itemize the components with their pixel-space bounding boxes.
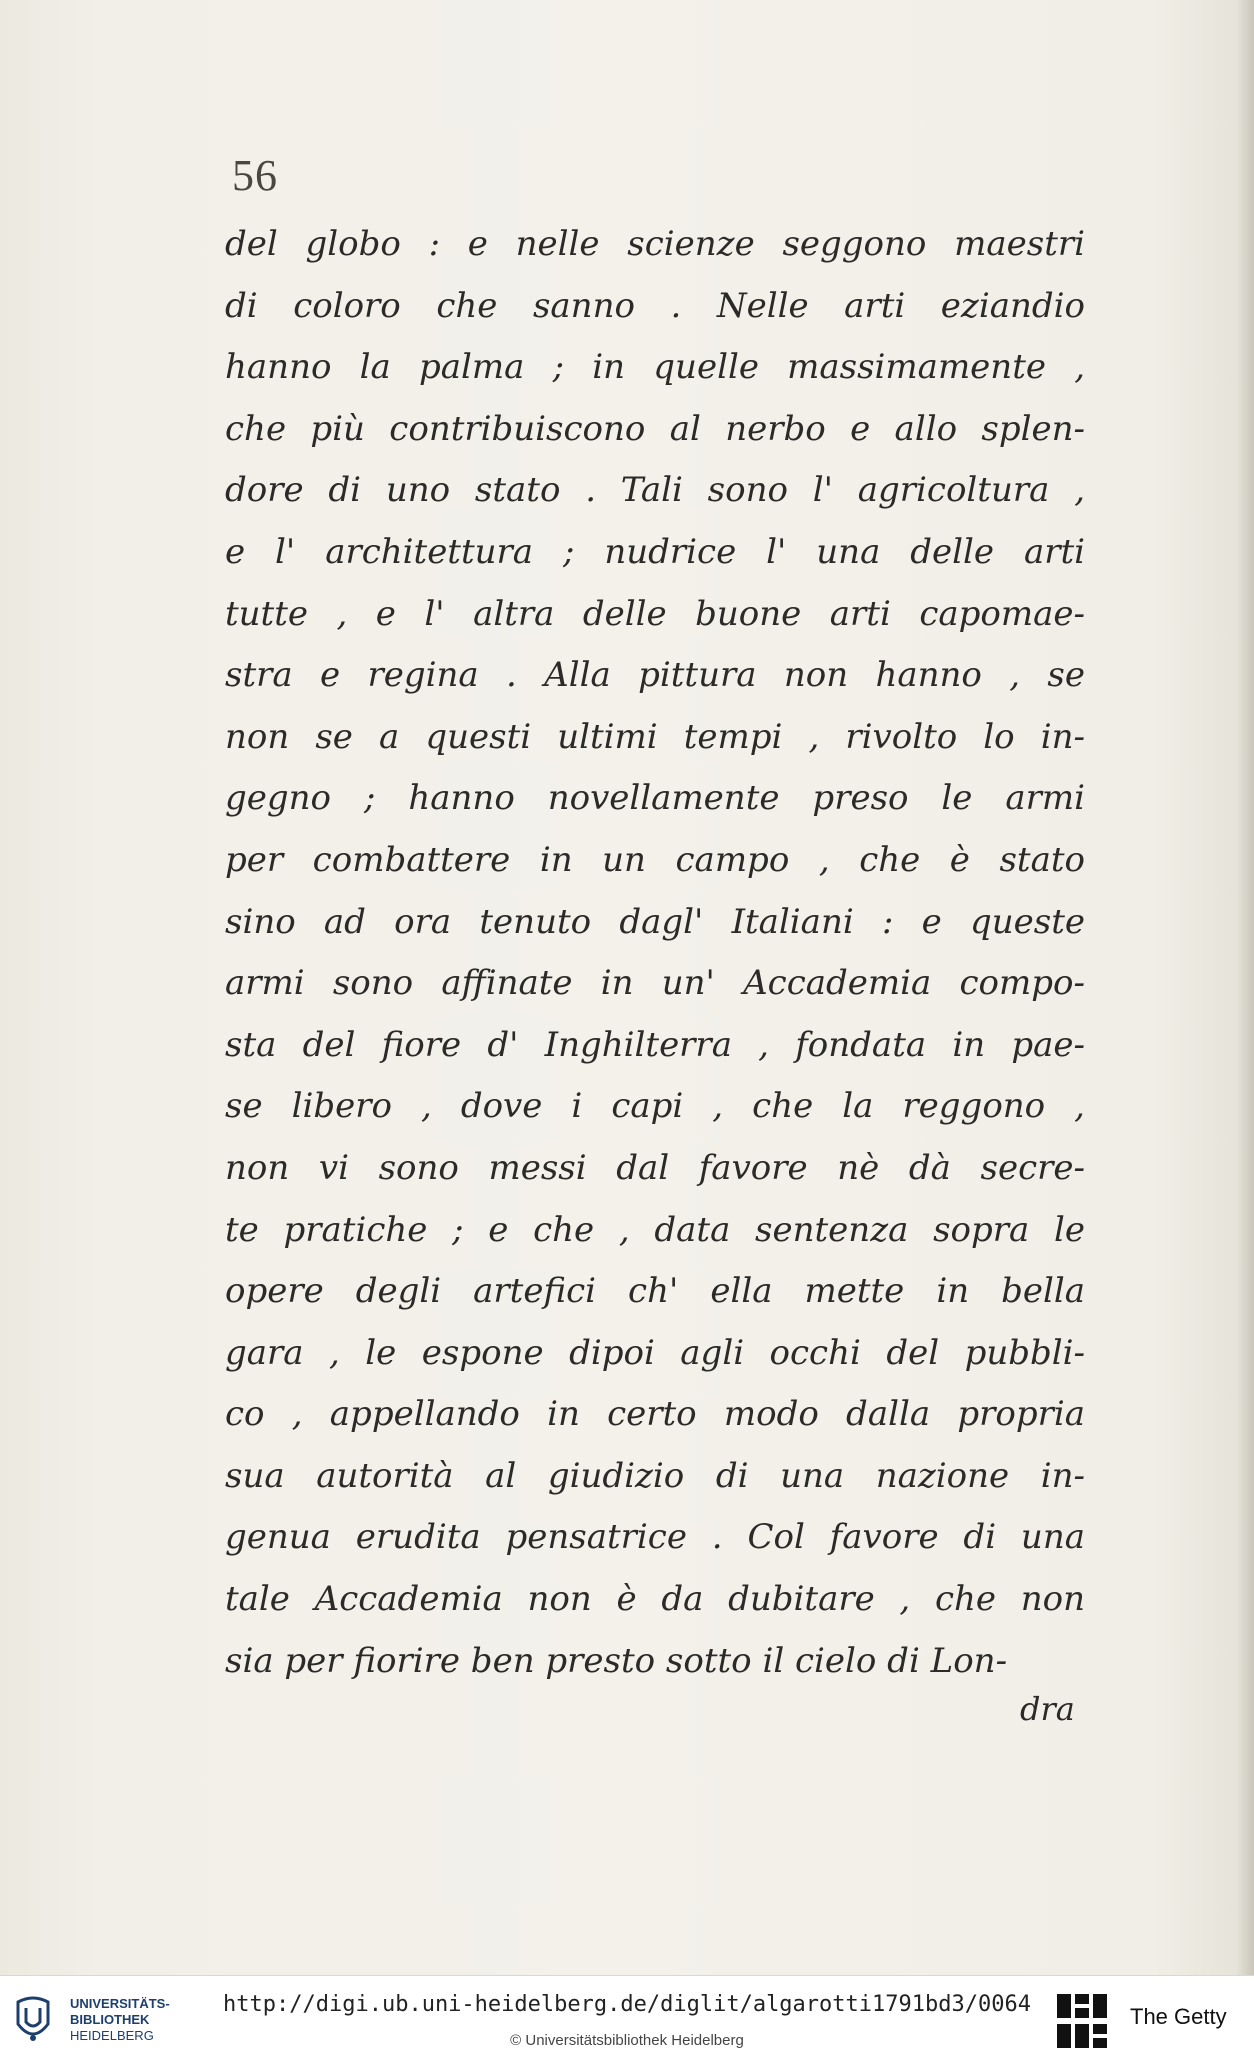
viewer-footer: [0, 1975, 1254, 2065]
text-line: opere degli artefici ch' ella mette in bella: [225, 1271, 1085, 1312]
library-name-line: HEIDELBERG: [70, 2028, 154, 2043]
page-number: 56: [232, 151, 278, 200]
text-line: sia per fiorire ben presto sotto il cielo di Lon-: [225, 1640, 1008, 1681]
text-line: tale Accademia non è da dubitare , che non: [225, 1579, 1085, 1620]
text-line: tutte , e l' altra delle buone arti capomae-: [225, 593, 1085, 634]
getty-logo-icon: [1055, 1992, 1111, 2050]
text-line: non vi sono messi dal favore nè dà secre-: [225, 1147, 1085, 1188]
text-line: del globo : e nelle scienze seggono maestri: [225, 224, 1085, 264]
text-line: te pratiche ; e che , data sentenza sopra le: [225, 1209, 1085, 1250]
text-line: armi sono affinate in un' Accademia compo-: [225, 963, 1085, 1004]
text-line: sua autorità al giudizio di una nazione in-: [225, 1455, 1085, 1496]
catchword: dra: [1020, 1690, 1075, 1728]
library-name-line: BIBLIOTHEK: [70, 2012, 150, 2027]
text-line: sino ad ora tenuto dagl' Italiani : e queste: [225, 901, 1085, 942]
text-line: hanno la palma ; in quelle massimamente ,: [225, 347, 1085, 388]
text-line: dore di uno stato . Tali sono l' agricoltura ,: [225, 470, 1085, 511]
text-line: genua erudita pensatrice . Col favore di una: [225, 1517, 1085, 1558]
text-line: di coloro che sanno . Nelle arti eziandio: [225, 285, 1085, 326]
text-line: sta del fiore d' Inghilterra , fondata in pae-: [225, 1024, 1085, 1065]
text-line: non se a questi ultimi tempi , rivolto lo in-: [225, 716, 1085, 757]
copyright-notice: © Universitätsbibliothek Heidelberg: [510, 2032, 744, 2049]
text-line: stra e regina . Alla pittura non hanno , se: [225, 655, 1085, 696]
text-line: gegno ; hanno novellamente preso le armi: [225, 778, 1085, 819]
text-line: se libero , dove i capi , che la reggono ,: [225, 1086, 1085, 1127]
permalink-url[interactable]: http://digi.ub.uni-heidelberg.de/diglit/algarotti1791bd3/0064: [223, 1992, 1031, 2017]
getty-label: The Getty: [1130, 2004, 1227, 2029]
text-line: e l' architettura ; nudrice l' una delle arti: [225, 531, 1085, 572]
body-text: [225, 214, 1085, 1692]
text-line: per combattere in un campo , che è stato: [225, 839, 1085, 880]
text-line: gara , le espone dipoi agli occhi del pubbli-: [225, 1332, 1085, 1373]
library-name-line: UNIVERSITÄTS-: [70, 1996, 170, 2011]
page-spine-shadow: [1236, 0, 1254, 1975]
text-line: co , appellando in certo modo dalla propria: [225, 1394, 1085, 1435]
text-line: che più contribuiscono al nerbo e allo splen-: [225, 408, 1085, 449]
